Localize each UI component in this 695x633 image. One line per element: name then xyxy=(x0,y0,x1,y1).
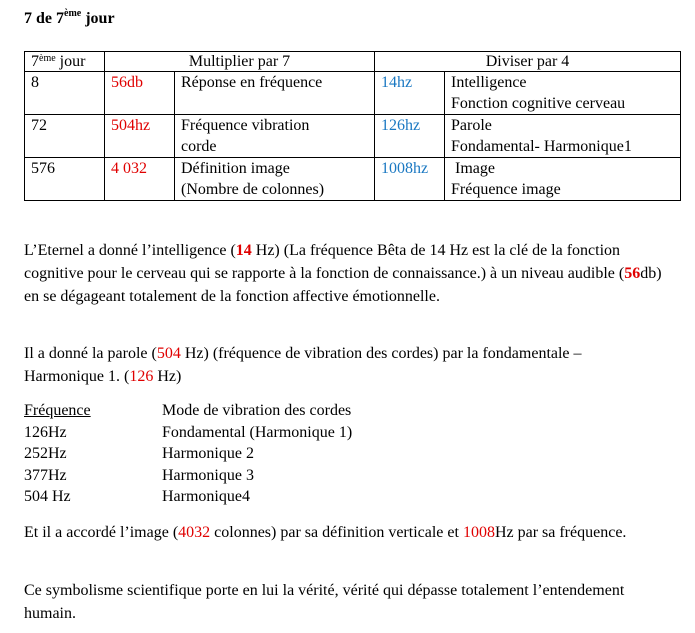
cell-div-value: 126hz xyxy=(375,115,445,158)
cell-mult-value: 504hz xyxy=(105,115,175,158)
header-multiply: Multiplier par 7 xyxy=(105,52,375,72)
cell-div-value: 1008hz xyxy=(375,158,445,201)
cell-mult-desc: Réponse en fréquence xyxy=(175,72,375,115)
list-item: 377Hz Harmonique 3 xyxy=(24,466,254,484)
paragraph-conclusion: Ce symbolisme scientifique porte en lui la vérité, vérité qui dépasse totalement l’entendement humain. xyxy=(24,582,625,622)
header-mode: Mode de vibration des cordes xyxy=(162,402,352,419)
table-row xyxy=(25,115,681,158)
cell-div-desc: Parole Fondamental- Harmonique1 xyxy=(445,115,681,158)
frequency-table xyxy=(24,51,681,201)
cell-mult-value: 56db xyxy=(105,72,175,115)
cell-mult-desc: Fréquence vibration corde xyxy=(175,115,375,158)
cell-mult-value: 4 032 xyxy=(105,158,175,201)
header-divide: Diviser par 4 xyxy=(375,52,681,72)
cell-div-desc: Image Fréquence image xyxy=(445,158,681,201)
cell-day: 576 xyxy=(25,158,105,201)
cell-day: 8 xyxy=(25,72,105,115)
table-header-row xyxy=(25,52,681,72)
list-item: 252Hz Harmonique 2 xyxy=(24,445,254,462)
frequency-list-header xyxy=(24,400,352,422)
header-frequence: Fréquence xyxy=(24,402,91,419)
cell-mult-desc: Définition image (Nombre de colonnes) xyxy=(175,158,375,201)
paragraph-parole: Il a donné la parole (504 Hz) (fréquence de vibration des cordes) par la fondamentale – Harmonique 1. (126 Hz) xyxy=(24,345,582,385)
paragraph-image: Et il a accordé l’image (4032 colonnes) par sa définition verticale et 1008Hz par sa fréquence. xyxy=(24,524,627,541)
cell-div-value: 14hz xyxy=(375,72,445,115)
frequency-list xyxy=(24,400,352,508)
table-row xyxy=(25,72,681,115)
cell-div-desc: Intelligence Fonction cognitive cerveau xyxy=(445,72,681,115)
table-row xyxy=(25,158,681,201)
header-day: 7ème jour xyxy=(25,52,105,72)
cell-day: 72 xyxy=(25,115,105,158)
list-item: 126Hz Fondamental (Harmonique 1) xyxy=(24,423,353,441)
paragraph-intelligence: L’Eternel a donné l’intelligence (14 Hz) (La fréquence Bêta de 14 Hz est la clé de la fonction cognitive pour le cerveau qui se rapporte à la fonction de connaissance.) à un niveau audible (56db) en se dégageant totalement de la fonction affective émotionnelle. xyxy=(24,242,662,305)
page-title: 7 de 7ème jour xyxy=(24,7,115,27)
list-item: 504 Hz Harmonique4 xyxy=(24,488,250,505)
